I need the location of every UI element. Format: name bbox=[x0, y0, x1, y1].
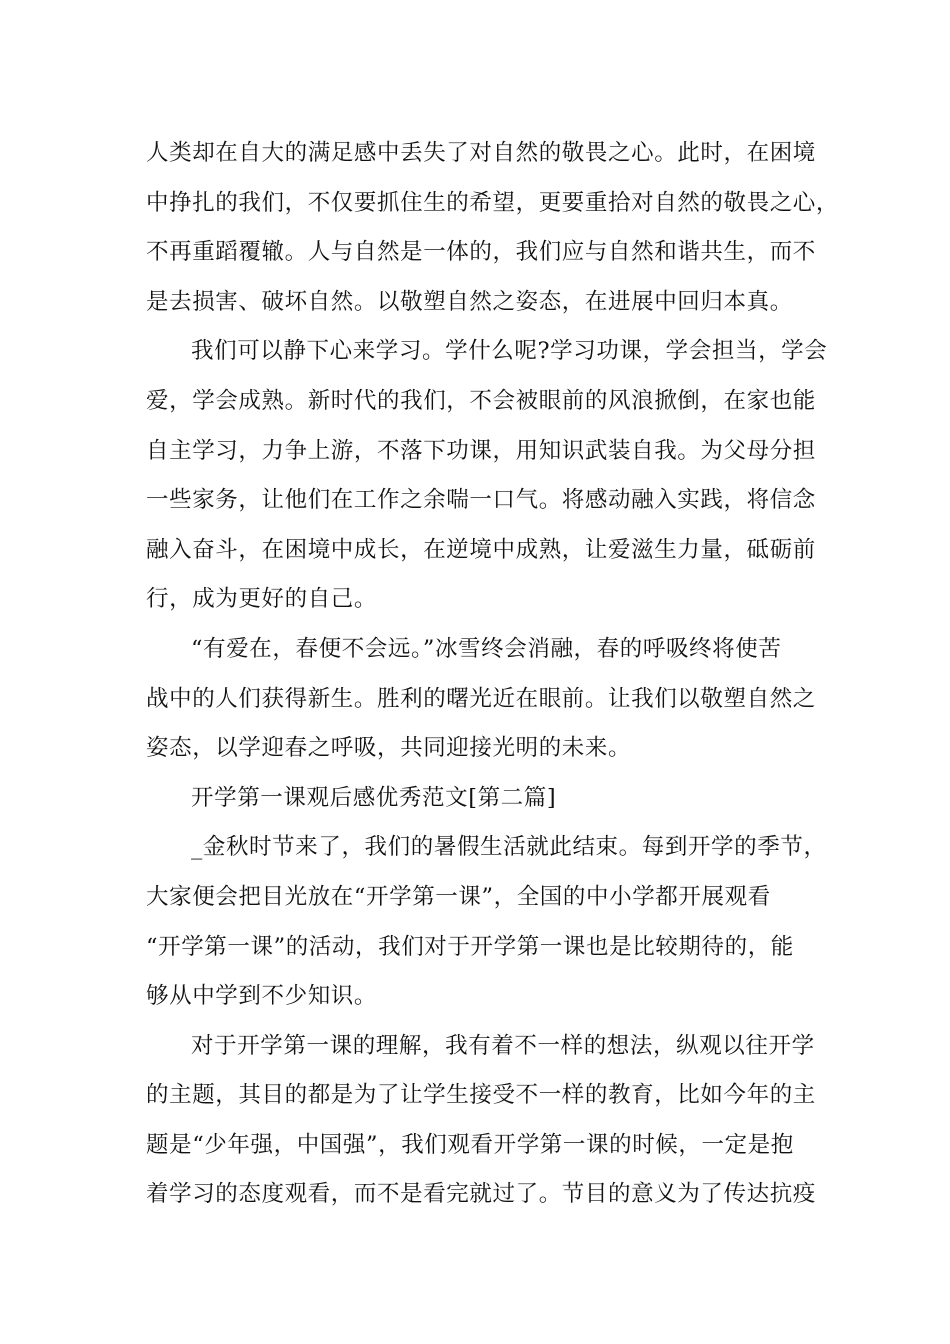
text-line: 姿态，以学迎春之呼吸，共同迎接光明的未来。 bbox=[146, 735, 632, 762]
text-line: 战中的人们获得新生。胜利的曙光近在眼前。让我们以敬塑自然之 bbox=[146, 685, 816, 712]
text-line: 不再重蹈覆辙。人与自然是一体的，我们应与自然和谐共生，而不 bbox=[146, 239, 816, 266]
text-line: 融入奋斗，在困境中成长，在逆境中成熟，让爱滋生力量，砥砺前 bbox=[146, 536, 816, 563]
document-body bbox=[146, 129, 840, 1220]
paragraph-first-line: _金秋时节来了，我们的暑假生活就此结束。每到开学的季节， bbox=[191, 834, 827, 861]
text-line: 人类却在自大的满足感中丢失了对自然的敬畏之心。此时，在困境 bbox=[146, 140, 816, 166]
text-line: 行，成为更好的自己。 bbox=[146, 586, 378, 613]
paragraph-first-line: 对于开学第一课的理解，我有着不一样的想法，纵观以往开学 bbox=[191, 1032, 815, 1059]
text-line: 自主学习，力争上游，不落下功课，用知识武装自我。为父母分担 bbox=[146, 437, 816, 464]
text-line: 着学习的态度观看，而不是看完就过了。节目的意义为了传达抗疫 bbox=[146, 1181, 816, 1208]
text-line: “开学第一课”的活动，我们对于开学第一课也是比较期待的，能 bbox=[146, 933, 794, 960]
text-line: 中挣扎的我们，不仅要抓住生的希望，更要重拾对自然的敬畏之心， bbox=[146, 189, 840, 216]
section-heading: 开学第一课观后感优秀范文[第二篇] bbox=[191, 784, 557, 811]
paragraph-first-line: “有爱在，春便不会远。”冰雪终会消融，春的呼吸终将使苦 bbox=[191, 635, 782, 662]
text-line: 是去损害、破坏自然。以敬塑自然之姿态，在进展中回归本真。 bbox=[146, 288, 793, 315]
text-line: 一些家务，让他们在工作之余喘一口气。将感动融入实践，将信念 bbox=[146, 487, 816, 514]
text-line: 的主题，其目的都是为了让学生接受不一样的教育，比如今年的主 bbox=[146, 1082, 816, 1109]
paragraph-first-line: 我们可以静下心来学习。学什么呢?学习功课，学会担当，学会 bbox=[191, 338, 828, 365]
text-line: 题是“少年强，中国强”，我们观看开学第一课的时候，一定是抱 bbox=[146, 1131, 794, 1158]
text-line: 爱，学会成熟。新时代的我们，不会被眼前的风浪掀倒，在家也能 bbox=[146, 387, 816, 414]
text-line: 够从中学到不少知识。 bbox=[146, 983, 378, 1010]
text-line: 大家便会把目光放在“开学第一课”，全国的中小学都开展观看 bbox=[146, 883, 771, 910]
